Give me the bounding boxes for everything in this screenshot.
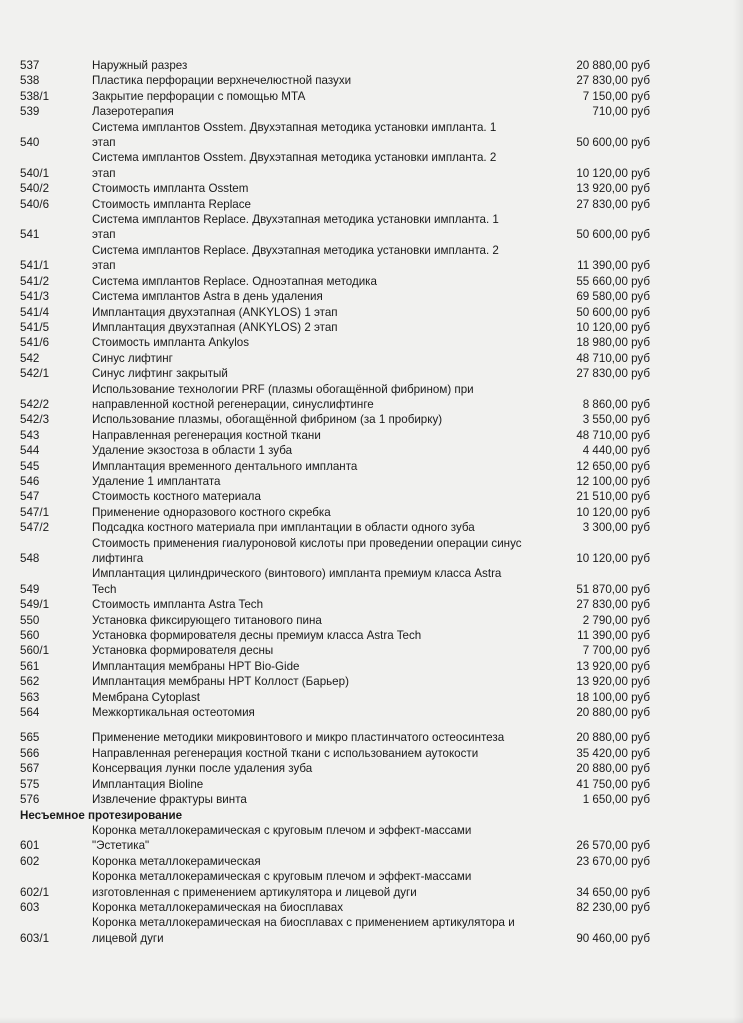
- service-name: Использование плазмы, обогащённой фибрином (за 1 пробирку): [92, 413, 443, 427]
- service-code: 537: [20, 59, 40, 72]
- table-row: [0, 89, 743, 104]
- service-code: 563: [20, 690, 40, 704]
- service-code: 541/5: [20, 320, 50, 334]
- service-price: 35 420,00 руб: [576, 746, 650, 760]
- service-name: Стоимость костного материала: [92, 490, 261, 504]
- table-row: [0, 197, 743, 212]
- service-name: Система имплантов Replace. Двухэтапная методика установки импланта. 1 этап: [92, 213, 499, 242]
- service-name: Имплантация двухэтапная (ANKYLOS) 1 этап: [92, 305, 338, 319]
- service-name: Коронка металлокерамическая с круговым плечом и эффект-массами "Эстетика": [92, 823, 472, 853]
- table-row: [0, 443, 743, 458]
- table-row: [0, 854, 743, 869]
- service-price: 10 120,00 руб: [576, 505, 650, 519]
- service-price: 34 650,00 руб: [576, 885, 650, 899]
- table-row: [0, 690, 743, 705]
- section-heading: Несъемное протезирование: [20, 808, 183, 822]
- service-price: 27 830,00 руб: [576, 598, 650, 612]
- table-row: [0, 58, 743, 73]
- service-price: 50 600,00 руб: [576, 228, 650, 242]
- table-row: [0, 628, 743, 643]
- service-name: Стоимость импланта Replace: [92, 197, 251, 211]
- table-row: [0, 181, 743, 196]
- table-row: [0, 73, 743, 88]
- service-name: Применение методики микровинтового и микро пластинчатого остеосинтеза: [92, 731, 505, 745]
- service-name: Стоимость импланта Ankylos: [92, 336, 250, 350]
- service-name: Закрытие перфорации с помощью МТА: [92, 89, 306, 103]
- table-row: [0, 761, 743, 776]
- service-name: Коронка металлокерамическая на биосплавах с применением артикулятора и лицевой дуги: [92, 916, 515, 945]
- table-row: [0, 597, 743, 612]
- service-name: Имплантация временного дентального импланта: [92, 459, 358, 473]
- table-row: [0, 150, 743, 181]
- service-name: Использование технологии PRF (плазмы обогащённой фибрином) при направленной костной регенерации, синуслифтинге: [92, 382, 474, 411]
- table-row: [0, 289, 743, 304]
- service-code: 603: [20, 900, 40, 914]
- service-name: Установка формирователя десны: [92, 644, 274, 658]
- service-price: 48 710,00 руб: [576, 351, 650, 365]
- table-row: [0, 705, 743, 720]
- table-row: [0, 536, 743, 567]
- service-name: Направленная регенерация костной ткани: [92, 428, 321, 442]
- service-code: 576: [20, 793, 40, 807]
- table-row: [0, 243, 743, 274]
- service-price: 21 510,00 руб: [576, 490, 650, 504]
- table-row: [0, 382, 743, 413]
- service-name: Имплантация цилиндрического (винтового) импланта премиум класса Astra Tech: [92, 567, 502, 596]
- service-name: Наружный разрез: [92, 59, 188, 72]
- service-code: 540/2: [20, 182, 50, 196]
- service-name: Межкортикальная остеотомия: [92, 706, 255, 720]
- table-row: [0, 120, 743, 151]
- service-price: 3 300,00 руб: [582, 521, 650, 535]
- service-price: 10 120,00 руб: [576, 166, 650, 180]
- service-price: 20 880,00 руб: [576, 706, 650, 720]
- service-name: Синус лифтинг закрытый: [92, 367, 228, 381]
- service-code: 602/1: [20, 885, 50, 899]
- service-price: 55 660,00 руб: [576, 274, 650, 288]
- service-price: 12 650,00 руб: [576, 459, 650, 473]
- service-name: Коронка металлокерамическая на биосплавах: [92, 900, 344, 914]
- service-price: 26 570,00 руб: [576, 839, 650, 853]
- service-name: Направленная регенерация костной ткани с использованием аутокости: [92, 746, 479, 760]
- table-row: [0, 746, 743, 761]
- table-row: [0, 900, 743, 915]
- service-price: 10 120,00 руб: [576, 552, 650, 565]
- service-name: Извлечение фрактуры винта: [92, 793, 247, 807]
- service-code: 546: [20, 474, 40, 488]
- service-code: 539: [20, 105, 40, 119]
- service-code: 540: [20, 136, 40, 150]
- service-name: Удаление 1 имплантата: [92, 474, 221, 488]
- table-row: [0, 566, 743, 597]
- service-price: 7 150,00 руб: [582, 89, 650, 103]
- service-name: Лазеротерапия: [92, 105, 174, 119]
- service-price: 90 460,00 руб: [576, 931, 650, 945]
- table-row: [0, 613, 743, 628]
- service-name: Установка формирователя десны премиум класса Astra Tech: [92, 629, 422, 643]
- service-name: Пластика перфорации верхнечелюстной пазухи: [92, 74, 352, 88]
- service-name: Система имплантов Osstem. Двухэтапная методика установки импланта. 2 этап: [92, 151, 497, 180]
- service-code: 603/1: [20, 931, 50, 945]
- table-row: [0, 412, 743, 427]
- service-price: 13 920,00 руб: [576, 182, 650, 196]
- service-name: Система имплантов Replace. Одноэтапная методика: [92, 274, 377, 288]
- service-code: 544: [20, 444, 40, 458]
- table-row: [0, 823, 743, 854]
- service-price: 18 980,00 руб: [576, 336, 650, 350]
- table-row: [0, 366, 743, 381]
- service-code: 601: [20, 839, 40, 853]
- price-list-table: [0, 58, 743, 946]
- table-row: [0, 212, 743, 243]
- service-name: Система имплантов Replace. Двухэтапная методика установки импланта. 2 этап: [92, 243, 499, 273]
- table-row: [0, 520, 743, 535]
- table-row: [0, 489, 743, 504]
- service-code: 561: [20, 659, 40, 673]
- service-price: 8 860,00 руб: [582, 397, 650, 411]
- service-price: 13 920,00 руб: [576, 675, 650, 689]
- service-code: 547/2: [20, 521, 50, 535]
- service-price: 27 830,00 руб: [576, 197, 650, 211]
- service-name: Применение одноразового костного скребка: [92, 505, 331, 519]
- service-code: 565: [20, 731, 40, 745]
- service-price: 10 120,00 руб: [576, 320, 650, 334]
- table-row: [0, 659, 743, 674]
- service-name: Синус лифтинг: [92, 351, 173, 365]
- service-price: 50 600,00 руб: [576, 136, 650, 150]
- service-price: 7 700,00 руб: [582, 644, 650, 658]
- service-name: Имплантация двухэтапная (ANKYLOS) 2 этап: [92, 320, 338, 334]
- service-code: 549/1: [20, 598, 50, 612]
- service-name: Консервация лунки после удаления зуба: [92, 762, 313, 776]
- service-code: 541/6: [20, 336, 50, 350]
- service-name: Стоимость применения гиалуроновой кислоты при проведении операции синус лифтинга: [92, 536, 522, 565]
- table-row: [0, 505, 743, 520]
- service-price: 2 790,00 руб: [582, 613, 650, 627]
- service-code: 542/1: [20, 367, 50, 381]
- service-price: 20 880,00 руб: [576, 731, 650, 745]
- service-price: 20 880,00 руб: [576, 762, 650, 776]
- service-code: 542: [20, 351, 40, 365]
- service-code: 541/2: [20, 274, 50, 288]
- table-row: [0, 643, 743, 658]
- service-code: 542/2: [20, 397, 50, 411]
- table-row: [0, 335, 743, 350]
- service-price: 51 870,00 руб: [576, 582, 650, 596]
- service-name: Стоимость импланта Astra Tech: [92, 598, 264, 612]
- table-row: [0, 305, 743, 320]
- service-name: Удаление экзостоза в области 1 зуба: [92, 444, 293, 458]
- service-price: 48 710,00 руб: [576, 428, 650, 442]
- service-price: 1 650,00 руб: [582, 793, 650, 807]
- service-code: 550: [20, 613, 40, 627]
- table-row: [0, 915, 743, 946]
- service-code: 540/1: [20, 166, 50, 180]
- table-row: [0, 274, 743, 289]
- table-row: [0, 459, 743, 474]
- service-price: 82 230,00 руб: [576, 900, 650, 914]
- service-code: 541/4: [20, 305, 50, 319]
- service-code: 602: [20, 854, 40, 868]
- service-price: 3 550,00 руб: [582, 413, 650, 427]
- table-row: [0, 674, 743, 689]
- service-price: 69 580,00 руб: [576, 290, 650, 304]
- service-price: 11 390,00 руб: [577, 629, 650, 643]
- service-code: 548: [20, 552, 40, 565]
- service-name: Система имплантов Astra в день удаления: [92, 290, 323, 304]
- service-code: 560/1: [20, 644, 50, 658]
- service-code: 566: [20, 746, 40, 760]
- paper-bottom-shadow: [0, 1017, 743, 1023]
- service-code: 541/3: [20, 290, 50, 304]
- service-code: 567: [20, 762, 40, 776]
- table-row: [0, 474, 743, 489]
- service-code: 543: [20, 428, 40, 442]
- table-row: [0, 869, 743, 900]
- service-price: 18 100,00 руб: [576, 690, 650, 704]
- service-price: 27 830,00 руб: [576, 367, 650, 381]
- service-code: 562: [20, 675, 40, 689]
- service-name: Коронка металлокерамическая с круговым плечом и эффект-массами изготовленная с применением артикулятора и лицевой дуги: [92, 870, 472, 899]
- table-row: [0, 792, 743, 807]
- service-code: 564: [20, 706, 40, 720]
- service-name: Стоимость импланта Osstem: [92, 182, 249, 196]
- service-name: Установка фиксирующего титанового пина: [92, 613, 322, 627]
- service-price: 20 880,00 руб: [576, 59, 650, 72]
- service-name: Имплантация мембраны HPT Коллост (Барьер): [92, 675, 349, 689]
- table-row: [0, 730, 743, 745]
- service-code: 549: [20, 582, 40, 596]
- service-price: 23 670,00 руб: [576, 854, 650, 868]
- implant-surgery-rows: [0, 58, 743, 808]
- service-code: 575: [20, 777, 40, 791]
- service-price: 710,00 руб: [592, 105, 650, 119]
- service-name: Коронка металлокерамическая: [92, 854, 261, 868]
- table-row: [0, 351, 743, 366]
- service-price: 11 390,00 руб: [577, 259, 650, 273]
- service-name: Имплантация Bioline: [92, 777, 204, 791]
- service-code: 547/1: [20, 505, 50, 519]
- service-code: 547: [20, 490, 40, 504]
- service-name: Имплантация мембраны HPT Bio-Gide: [92, 659, 300, 673]
- service-price: 41 750,00 руб: [576, 777, 650, 791]
- service-name: Система имплантов Osstem. Двухэтапная методика установки импланта. 1 этап: [92, 120, 497, 150]
- service-code: 538: [20, 74, 40, 88]
- service-price: 13 920,00 руб: [576, 659, 650, 673]
- service-price: 27 830,00 руб: [576, 74, 650, 88]
- table-row: [0, 777, 743, 792]
- table-row: [0, 428, 743, 443]
- service-price: 4 440,00 руб: [582, 444, 650, 458]
- service-name: Подсадка костного материала при имплантации в области одного зуба: [92, 521, 475, 535]
- service-name: Мембрана Cytoplast: [92, 690, 201, 704]
- service-code: 538/1: [20, 89, 50, 103]
- service-code: 545: [20, 459, 40, 473]
- service-code: 542/3: [20, 413, 50, 427]
- prosthetics-rows: [0, 823, 743, 946]
- service-price: 50 600,00 руб: [576, 305, 650, 319]
- service-code: 540/6: [20, 197, 50, 211]
- service-code: 560: [20, 629, 40, 643]
- table-row: [0, 104, 743, 119]
- service-code: 541: [20, 228, 40, 242]
- table-row: [0, 320, 743, 335]
- service-code: 541/1: [20, 259, 50, 273]
- service-price: 12 100,00 руб: [576, 474, 650, 488]
